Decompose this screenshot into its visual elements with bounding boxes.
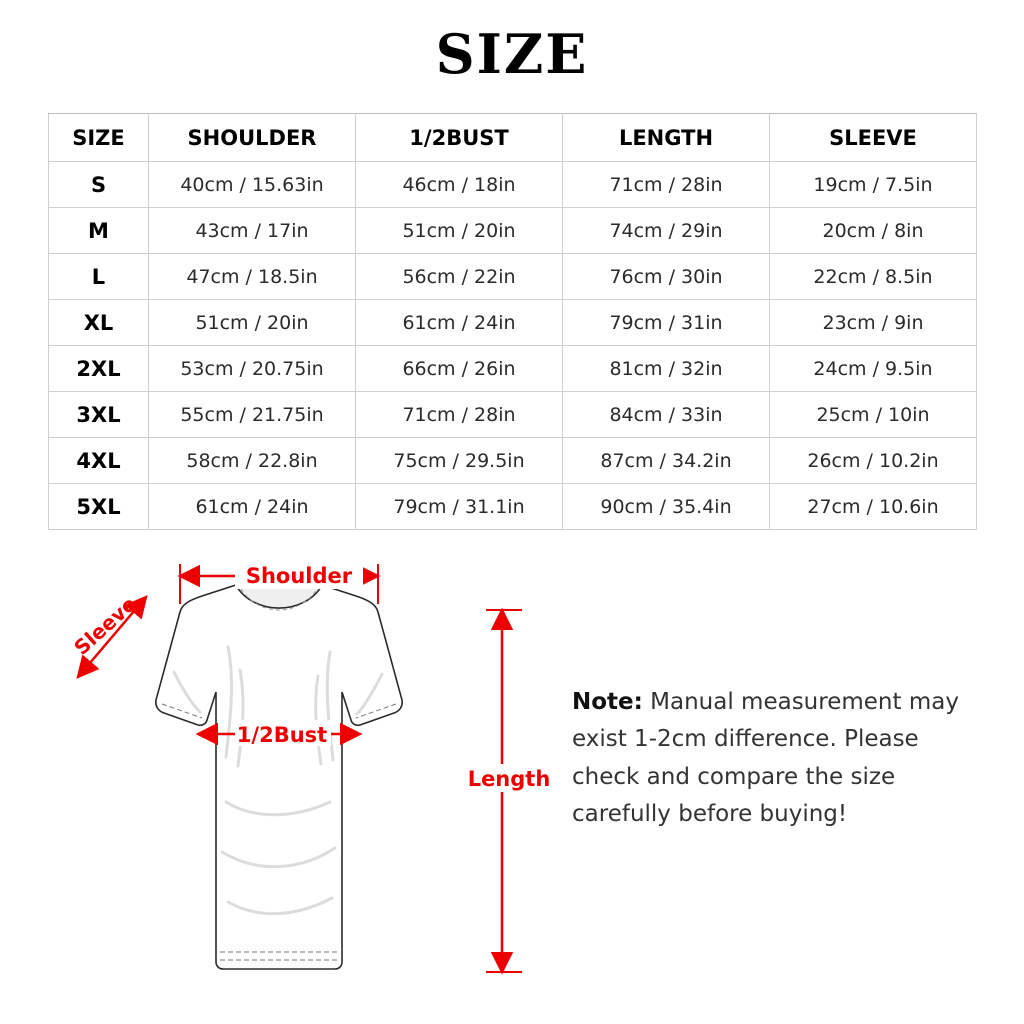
cell-sleeve: 22cm / 8.5in	[770, 254, 977, 300]
cell-length: 90cm / 35.4in	[563, 484, 770, 530]
cell-size: M	[49, 208, 149, 254]
cell-shoulder: 43cm / 17in	[149, 208, 356, 254]
cell-sleeve: 19cm / 7.5in	[770, 162, 977, 208]
shoulder-label: Shoulder	[245, 564, 353, 588]
cell-shoulder: 51cm / 20in	[149, 300, 356, 346]
cell-length: 74cm / 29in	[563, 208, 770, 254]
cell-size: L	[49, 254, 149, 300]
cell-bust: 51cm / 20in	[356, 208, 563, 254]
cell-size: 5XL	[49, 484, 149, 530]
cell-shoulder: 55cm / 21.75in	[149, 392, 356, 438]
cell-bust: 46cm / 18in	[356, 162, 563, 208]
cell-bust: 56cm / 22in	[356, 254, 563, 300]
sleeve-label: Sleeve	[69, 591, 142, 660]
cell-size: S	[49, 162, 149, 208]
cell-length: 81cm / 32in	[563, 346, 770, 392]
cell-sleeve: 27cm / 10.6in	[770, 484, 977, 530]
page-title: SIZE	[435, 22, 589, 86]
cell-shoulder: 58cm / 22.8in	[149, 438, 356, 484]
column-header-bust: 1/2BUST	[356, 114, 563, 162]
cell-length: 79cm / 31in	[563, 300, 770, 346]
cell-shoulder: 61cm / 24in	[149, 484, 356, 530]
table-row	[49, 438, 977, 484]
table-row	[49, 392, 977, 438]
column-header-sleeve: SLEEVE	[770, 114, 977, 162]
cell-size: 2XL	[49, 346, 149, 392]
column-header-shoulder: SHOULDER	[149, 114, 356, 162]
measurement-note	[572, 684, 992, 833]
cell-bust: 71cm / 28in	[356, 392, 563, 438]
cell-length: 87cm / 34.2in	[563, 438, 770, 484]
cell-bust: 66cm / 26in	[356, 346, 563, 392]
bust-label: 1/2Bust	[236, 723, 328, 747]
table-row	[49, 484, 977, 530]
column-header-size: SIZE	[49, 114, 149, 162]
cell-sleeve: 25cm / 10in	[770, 392, 977, 438]
cell-length: 76cm / 30in	[563, 254, 770, 300]
column-header-length: LENGTH	[563, 114, 770, 162]
cell-shoulder: 47cm / 18.5in	[149, 254, 356, 300]
cell-shoulder: 40cm / 15.63in	[149, 162, 356, 208]
cell-sleeve: 26cm / 10.2in	[770, 438, 977, 484]
cell-length: 84cm / 33in	[563, 392, 770, 438]
cell-sleeve: 20cm / 8in	[770, 208, 977, 254]
cell-size: 4XL	[49, 438, 149, 484]
cell-sleeve: 23cm / 9in	[770, 300, 977, 346]
cell-size: 3XL	[49, 392, 149, 438]
tshirt-illustration	[156, 577, 402, 969]
table-row	[49, 346, 977, 392]
cell-shoulder: 53cm / 20.75in	[149, 346, 356, 392]
table-row	[49, 208, 977, 254]
cell-bust: 61cm / 24in	[356, 300, 563, 346]
table-row	[49, 300, 977, 346]
note-text: Manual measurement may exist 1-2cm difference. Please check and compare the size carefully before buying!	[572, 689, 959, 827]
size-chart-table	[48, 113, 976, 530]
table-row	[49, 162, 977, 208]
length-label: Length	[467, 767, 550, 791]
table-row	[49, 254, 977, 300]
cell-length: 71cm / 28in	[563, 162, 770, 208]
cell-sleeve: 24cm / 9.5in	[770, 346, 977, 392]
table-header-row	[49, 114, 977, 162]
tshirt-measurement-diagram	[30, 552, 550, 1012]
cell-bust: 79cm / 31.1in	[356, 484, 563, 530]
note-prefix: Note:	[572, 689, 643, 715]
cell-bust: 75cm / 29.5in	[356, 438, 563, 484]
cell-size: XL	[49, 300, 149, 346]
